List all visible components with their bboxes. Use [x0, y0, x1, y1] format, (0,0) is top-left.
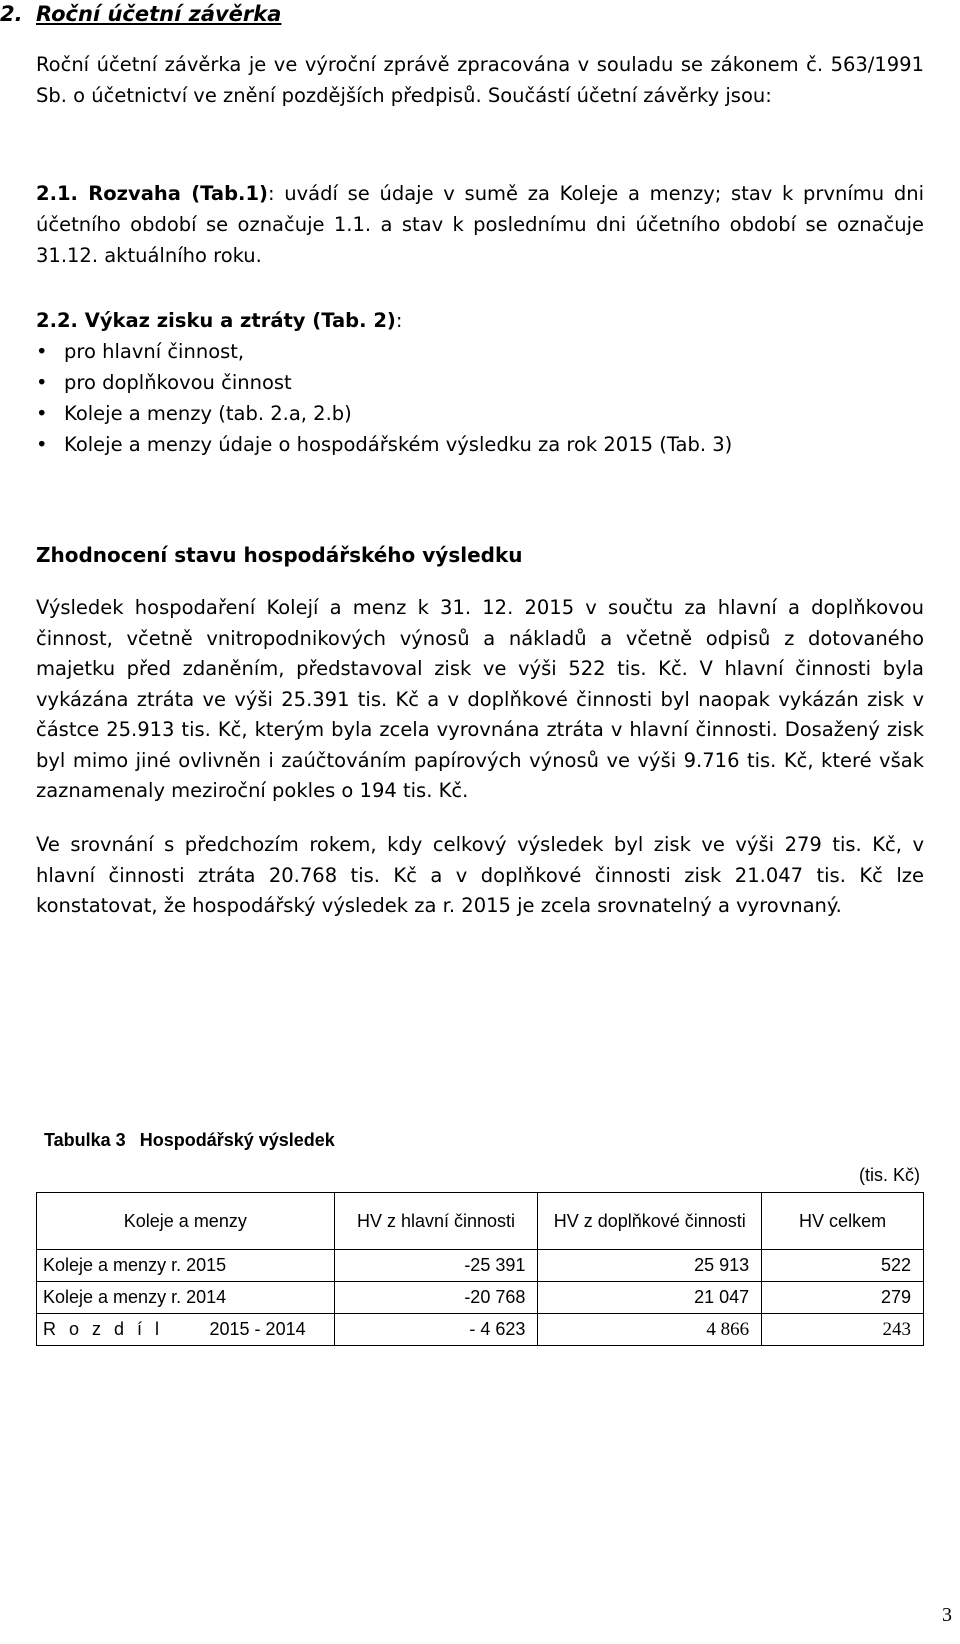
item-2-2-label: 2.2. Výkaz zisku a ztráty (Tab. 2) — [36, 309, 396, 332]
table-header-cell: HV celkem — [762, 1193, 924, 1250]
table-cell: 243 — [762, 1314, 924, 1346]
table-cell: 21 047 — [538, 1282, 762, 1314]
table-header-row — [37, 1193, 924, 1250]
table-caption-title: Hospodářský výsledek — [139, 1130, 335, 1150]
item-2-1-text: : uvádí se údaje v sumě za Koleje a menzy; stav k prvnímu dni účetního období se označuje 1.1. a stav k poslednímu dni účetního období se označuje 31.12. aktuálního roku. — [36, 182, 924, 267]
table-diff-row — [37, 1314, 924, 1346]
bullet-item: • Koleje a menzy (tab. 2.a, 2.b) — [36, 398, 924, 429]
chapter-heading — [0, 2, 281, 26]
table-cell: 4 866 — [538, 1314, 762, 1346]
table-row — [37, 1282, 924, 1314]
result-paragraph-2: Ve srovnání s předchozím rokem, kdy celkový výsledek byl zisk ve výši 279 tis. Kč, v hlavní činnosti ztráta 20.768 tis. Kč a v doplňkové činnosti zisk 21.047 tis. Kč lze konstatovat, že hospodářský výsledek za r. 2015 je zcela srovnatelný a vyrovnaný. — [36, 833, 924, 917]
chapter-title: Roční účetní závěrka — [36, 2, 282, 26]
table-caption — [44, 1130, 335, 1151]
item-2-2 — [36, 305, 924, 460]
diff-period: 2015 - 2014 — [209, 1319, 306, 1339]
page-number: 3 — [942, 1604, 952, 1626]
table-header-cell: Koleje a menzy — [37, 1193, 335, 1250]
bullet-item: • Koleje a menzy údaje o hospodářském výsledku za rok 2015 (Tab. 3) — [36, 429, 864, 460]
section-title: Zhodnocení stavu hospodářského výsledku — [36, 543, 523, 567]
bullet-item: • pro hlavní činnost, — [36, 336, 924, 367]
result-paragraph-1: Výsledek hospodaření Kolejí a menz k 31. 12. 2015 v součtu za hlavní a doplňkovou činnost, včetně vnitropodnikových výnosů a nákladů a včetně odpisů z dotovaného majetku před zdaněním, představoval zisk ve výši 522 tis. Kč. V hlavní činnosti byla vykázána ztráta ve výši 25.391 tis. Kč a v doplňkové činnosti byl naopak vykázán zisk v částce 25.913 tis. Kč, kterým byla zcela vyrovnána ztráta v hlavní činnosti. Dosažený zisk byl mimo jiné ovlivněn i zaúčtováním papírových výnosů ve výši 9.716 tis. Kč, které však zaznamenaly meziroční pokles o 194 tis. Kč. — [36, 596, 924, 802]
intro-paragraph: Roční účetní závěrka je ve výroční zprávě zpracována v souladu se zákonem č. 563/1991 Sb. o účetnictví ve znění pozdějších předpisů. Součástí účetní závěrky jsou: — [36, 53, 924, 107]
table-cell: 25 913 — [538, 1250, 762, 1282]
item-2-2-bullet-list — [36, 336, 924, 460]
item-2-2-colon: : — [395, 309, 403, 332]
table-cell: -25 391 — [334, 1250, 538, 1282]
table-cell: 279 — [762, 1282, 924, 1314]
table-row — [37, 1250, 924, 1282]
result-table — [36, 1192, 924, 1346]
table-unit: (tis. Kč) — [859, 1165, 920, 1185]
table-cell: Koleje a menzy r. 2014 — [37, 1282, 335, 1314]
table-cell: -20 768 — [334, 1282, 538, 1314]
item-2-1-label: 2.1. Rozvaha (Tab.1) — [36, 182, 268, 205]
diff-label: R o z d í l — [43, 1319, 164, 1339]
table-cell — [37, 1314, 335, 1346]
table-header-cell: HV z doplňkové činnosti — [538, 1193, 762, 1250]
table-cell: - 4 623 — [334, 1314, 538, 1346]
table-cell: 522 — [762, 1250, 924, 1282]
table-cell: Koleje a menzy r. 2015 — [37, 1250, 335, 1282]
item-2-1 — [36, 178, 924, 271]
table-header-cell: HV z hlavní činnosti — [334, 1193, 538, 1250]
chapter-number: 2. — [0, 2, 23, 26]
table-caption-label: Tabulka 3 — [44, 1130, 126, 1150]
bullet-item: • pro doplňkovou činnost — [36, 367, 924, 398]
